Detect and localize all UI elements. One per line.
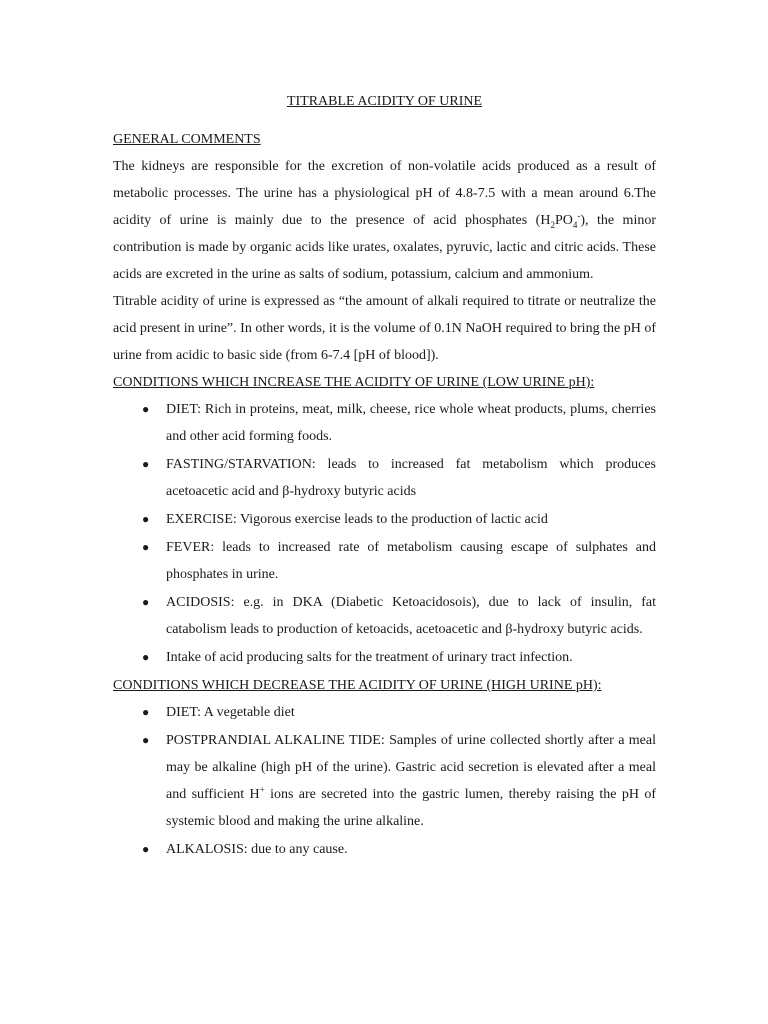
list-item-text-a: POSTPRANDIAL ALKALINE TIDE: Samples of urine collected shortly after a meal may be alkaline (high pH of the urine). Gastric acid secretion is elevated after a meal and sufficient H: [166, 733, 656, 802]
intro-text-a: The kidneys are responsible for the excretion of non-volatile acids produced as a result of metabolic processes. The urine has a physiological pH of 4.8-7.5 with a mean around 6.The acidity of urine is mainly due to the presence of acid phosphates (H: [113, 159, 656, 228]
list-item-text: DIET: A vegetable diet: [166, 705, 295, 720]
intro-text-b: ), the minor contribution is made by organic acids like urates, oxalates, pyruvic, lactic and citric acids. These acids are excreted in the urine as salts of sodium, potassium, calcium and ammonium.: [113, 213, 656, 282]
list-item: [113, 396, 656, 450]
list-item: [113, 699, 656, 726]
list-item-text-b: ions are secreted into the gastric lumen, thereby raising the pH of systemic blood and making the urine alkaline.: [166, 787, 656, 829]
general-comments-heading: GENERAL COMMENTS: [113, 132, 261, 147]
bullet-icon: ●: [142, 733, 150, 747]
bullet-icon: ●: [142, 842, 150, 856]
list-item: [113, 836, 656, 863]
intro-paragraph: [113, 153, 656, 288]
intro-sup-minus: -: [577, 210, 581, 221]
list-item: [113, 589, 656, 643]
bullet-icon: ●: [142, 457, 150, 471]
bullet-icon: ●: [142, 650, 150, 664]
bullet-icon: ●: [142, 402, 150, 416]
list-item: [113, 506, 656, 533]
list-item-text: FASTING/STARVATION: leads to increased fat metabolism which produces acetoacetic acid and β-hydroxy butyric acids: [166, 457, 656, 499]
list-item-text: FEVER: leads to increased rate of metabolism causing escape of sulphates and phosphates in urine.: [166, 540, 656, 582]
bullet-icon: ●: [142, 595, 150, 609]
intro-sub-4: 4: [572, 219, 578, 230]
bullet-icon: ●: [142, 512, 150, 526]
bullet-icon: ●: [142, 705, 150, 719]
document-page: [113, 88, 656, 864]
list-item: [113, 534, 656, 588]
decrease-acidity-list: [113, 699, 656, 863]
list-item-text: Intake of acid producing salts for the treatment of urinary tract infection.: [166, 650, 573, 665]
document-title: TITRABLE ACIDITY OF URINE: [286, 94, 483, 109]
list-item: [113, 727, 656, 835]
intro-text-po: PO: [554, 213, 573, 228]
definition-paragraph: Titrable acidity of urine is expressed as “the amount of alkali required to titrate or neutralize the acid present in urine”. In other words, it is the volume of 0.1N NaOH required to bring the pH of urine from acidic to basic side (from 6-7.4 [pH of blood]).: [113, 294, 656, 363]
list-item: [113, 451, 656, 505]
h-plus-superscript: +: [259, 784, 265, 795]
increase-acidity-heading: CONDITIONS WHICH INCREASE THE ACIDITY OF URINE (LOW URINE pH):: [113, 375, 595, 390]
list-item-text: ALKALOSIS: due to any cause.: [166, 842, 348, 857]
intro-sub-2: 2: [550, 219, 555, 230]
list-item-text: ACIDOSIS: e.g. in DKA (Diabetic Ketoacidosois), due to lack of insulin, fat catabolism leads to production of ketoacids, acetoacetic and β-hydroxy butyric acids.: [166, 595, 656, 637]
list-item-text: EXERCISE: Vigorous exercise leads to the production of lactic acid: [166, 512, 548, 527]
bullet-icon: ●: [142, 540, 150, 554]
list-item: [113, 644, 656, 671]
list-item-text: DIET: Rich in proteins, meat, milk, cheese, rice whole wheat products, plums, cherries and other acid forming foods.: [166, 402, 656, 444]
increase-acidity-list: [113, 396, 656, 671]
decrease-acidity-heading: CONDITIONS WHICH DECREASE THE ACIDITY OF URINE (HIGH URINE pH):: [113, 678, 602, 693]
